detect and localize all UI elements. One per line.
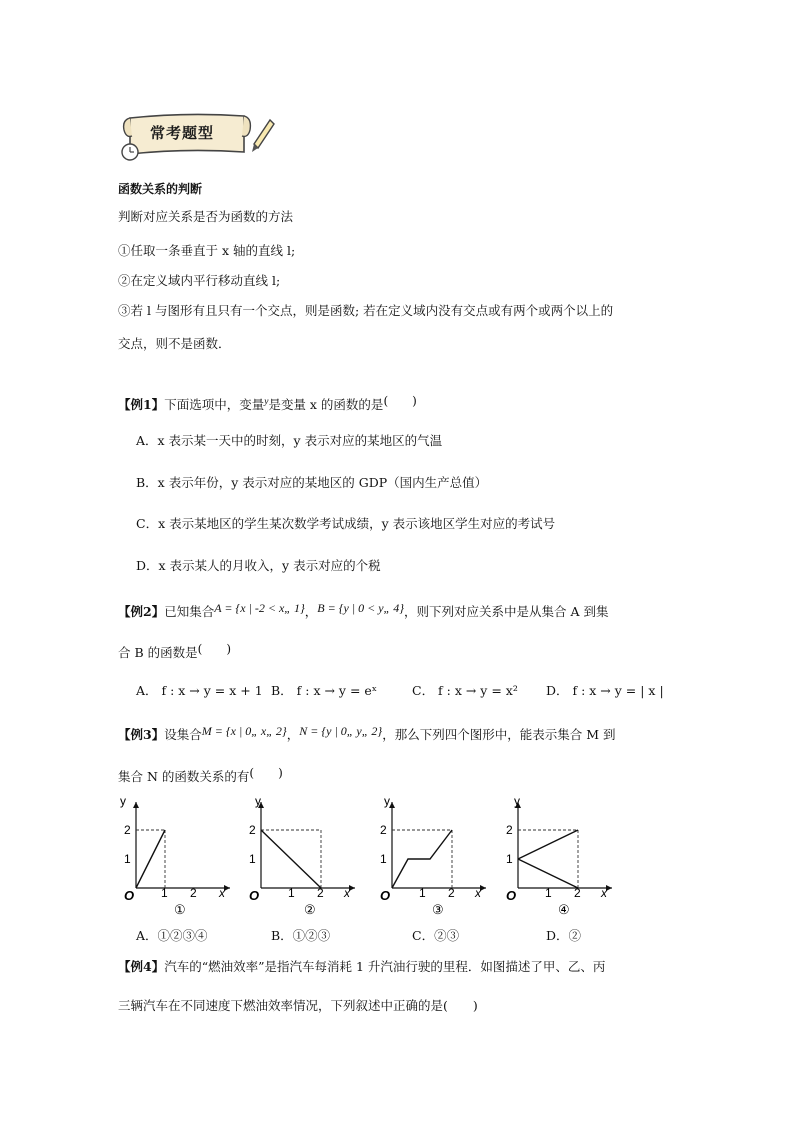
example-2-stem-a: 已知集合 (164, 604, 215, 619)
graph-2-y-tick-1: 1 (249, 852, 256, 866)
graph-4-x-tick-1: 1 (545, 886, 552, 900)
graph-4-y-label: y (514, 794, 520, 808)
graph-2-x-label: x (344, 886, 350, 900)
graph-3-y-tick-1: 1 (380, 852, 387, 866)
graph-1-y-label: y (120, 794, 126, 808)
example-3-option-a: A．①②③④ (136, 928, 208, 943)
example-2-set-a: A = {x | -2 < x„ 1} (214, 601, 305, 615)
example-3-option-d: D．② (546, 928, 582, 943)
example-1-option-a: A．x 表示某一天中的时刻，y 表示对应的某地区的气温 (136, 433, 443, 448)
example-4-text-1: 汽车的“燃油效率”是指汽车每消耗 1 升汽油行驶的里程．如图描述了甲、乙、丙 (164, 959, 606, 974)
example-3-stem-line2 (118, 764, 283, 785)
example-1-paren: ( ) (383, 394, 417, 408)
graph-2-origin: O (249, 888, 260, 903)
graph-4 (494, 792, 619, 922)
example-2-stem (118, 601, 609, 620)
graph-1-label: ① (174, 902, 186, 917)
example-2-sep: ， (304, 604, 318, 619)
graph-3-origin: O (380, 888, 391, 903)
example-1-option-b: B．x 表示年份，y 表示对应的某地区的 GDP（国内生产总值） (136, 475, 488, 490)
graph-4-y-tick-2: 2 (506, 823, 513, 837)
graph-3-x-tick-1: 1 (419, 886, 426, 900)
section-heading: 函数关系的判断 (118, 182, 203, 196)
example-2-set-b: B = {y | 0 < y„ 4} (317, 601, 405, 615)
example-3-stem-b: ，那么下列四个图形中，能表示集合 M 到 (382, 727, 616, 742)
graph-3-label: ③ (432, 902, 444, 917)
method-step-1: ①任取一条垂直于 x 轴的直线 l; (118, 243, 296, 258)
example-3-stem (118, 724, 615, 743)
example-3-stem-a: 设集合 (164, 727, 202, 742)
graph-2-x-tick-2: 2 (317, 886, 324, 900)
graph-2-label: ② (304, 902, 316, 917)
graph-3-y-label: y (384, 794, 390, 808)
graph-3-y-tick-2: 2 (380, 823, 387, 837)
method-step-3: ③若 l 与图形有且只有一个交点，则是函数; 若在定义域内没有交点或有两个或两个以上的 (118, 303, 614, 318)
example-3-tag: 【例3】 (118, 727, 165, 742)
graph-1 (112, 792, 237, 922)
graph-4-x-tick-2: 2 (574, 886, 581, 900)
graph-3 (368, 792, 493, 922)
example-2-paren: ( ) (197, 642, 232, 656)
graph-2 (237, 792, 362, 922)
example-1-stem-b: 是变量 x 的函数的是 (268, 397, 384, 412)
example-2-option-c: C． f : x → y = x² (412, 683, 518, 698)
example-2-stem-b: ，则下列对应关系中是从集合 A 到集 (404, 604, 609, 619)
example-4-line-2: 三辆汽车在不同速度下燃油效率情况，下列叙述中正确的是( ) (118, 998, 478, 1013)
graph-1-x-tick-2: 2 (190, 886, 197, 900)
example-3-set-n: N = {y | 0„ y„ 2} (299, 724, 383, 738)
example-3-option-b: B．①②③ (271, 928, 331, 943)
graph-1-y-tick-1: 1 (124, 852, 131, 866)
graph-4-y-tick-1: 1 (506, 852, 513, 866)
graph-1-origin: O (124, 888, 135, 903)
example-4-line-1 (118, 957, 605, 975)
example-1-option-d: D．x 表示某人的月收入，y 表示对应的个税 (136, 558, 381, 573)
example-3-sep: ， (286, 727, 300, 742)
example-2-option-d: D． f : x → y = | x | (546, 683, 664, 698)
graph-4-origin: O (506, 888, 517, 903)
example-3-option-c: C．②③ (412, 928, 460, 943)
example-2-option-a: A． f : x → y = x + 1 (136, 683, 263, 698)
example-3-stem-c: 集合 N 的函数关系的有 (118, 769, 250, 784)
method-title: 判断对应关系是否为函数的方法 (118, 209, 294, 224)
graph-3-x-label: x (475, 886, 481, 900)
example-1-stem-a: 下面选项中，变量 (164, 397, 265, 412)
graph-1-x-label: x (219, 886, 225, 900)
graph-2-x-tick-1: 1 (288, 886, 295, 900)
banner-title: 常考题型 (150, 124, 215, 142)
section-banner (116, 108, 276, 166)
graph-1-y-tick-2: 2 (124, 823, 131, 837)
graph-3-x-tick-2: 2 (448, 886, 455, 900)
example-2-option-b: B． f : x → y = eˣ (271, 683, 378, 698)
example-1-tag: 【例1】 (118, 397, 165, 412)
example-1-option-c: C．x 表示某地区的学生某次数学考试成绩，y 表示该地区学生对应的考试号 (136, 516, 556, 531)
graph-4-x-label: x (601, 886, 607, 900)
method-step-2: ②在定义域内平行移动直线 l; (118, 273, 281, 288)
example-3-set-m: M = {x | 0„ x„ 2} (201, 724, 287, 738)
graph-2-y-tick-2: 2 (249, 823, 256, 837)
graph-1-x-tick-1: 1 (161, 886, 168, 900)
example-4-tag: 【例4】 (118, 959, 165, 974)
example-2-stem-c: 合 B 的函数是 (118, 645, 198, 660)
graph-2-y-label: y (255, 794, 261, 808)
example-1-stem (118, 392, 417, 413)
example-3-paren: ( ) (249, 766, 283, 780)
method-step-4: 交点，则不是函数． (118, 336, 231, 351)
graph-4-label: ④ (558, 902, 570, 917)
example-2-stem-line2 (118, 640, 231, 661)
example-1-var-y: y (264, 396, 269, 407)
example-2-tag: 【例2】 (118, 604, 165, 619)
